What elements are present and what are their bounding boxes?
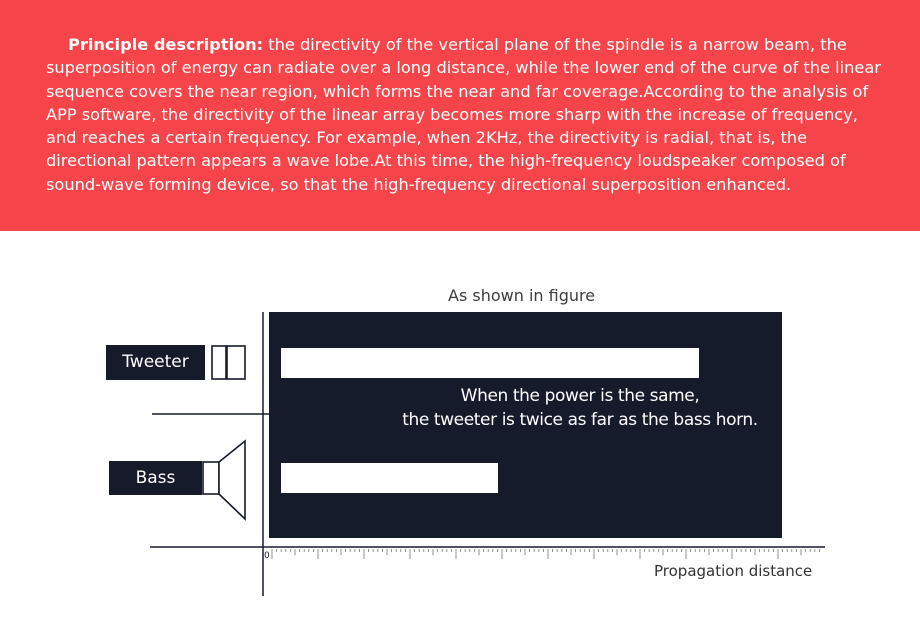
comparison-note-line-1: When the power is the same,	[460, 386, 700, 406]
description-lead: Principle description:	[68, 35, 264, 54]
comparison-note-line-2: the tweeter is twice as far as the bass horn.	[402, 410, 758, 430]
tweeter-label: Tweeter	[106, 345, 205, 380]
x-axis-label: Propagation distance	[654, 562, 813, 580]
distance-ruler	[272, 549, 819, 559]
bass-label: Bass	[109, 461, 202, 495]
origin-label: 0	[264, 551, 270, 561]
tweeter-speaker-icon	[212, 346, 245, 379]
description-body: the directivity of the vertical plane of the spindle is a narrow beam, the superposition of energy can radiate over a long distance, while the lower end of the curve of the linear sequence covers the near region, which forms the near and far coverage.According to the analysis of APP software, the directivity of the linear array becomes more sharp with the increase of frequency, and reaches a certain frequency. For example, when 2KHz, the directivity is radial, that is, the directional pattern appears a wave lobe.At this time, the high-frequency loudspeaker composed of sound-wave forming device, so that the high-frequency directional superposition enhanced.	[46, 35, 881, 194]
figure-title: As shown in figure	[448, 286, 596, 305]
bass-horn-speaker-icon	[203, 441, 245, 519]
